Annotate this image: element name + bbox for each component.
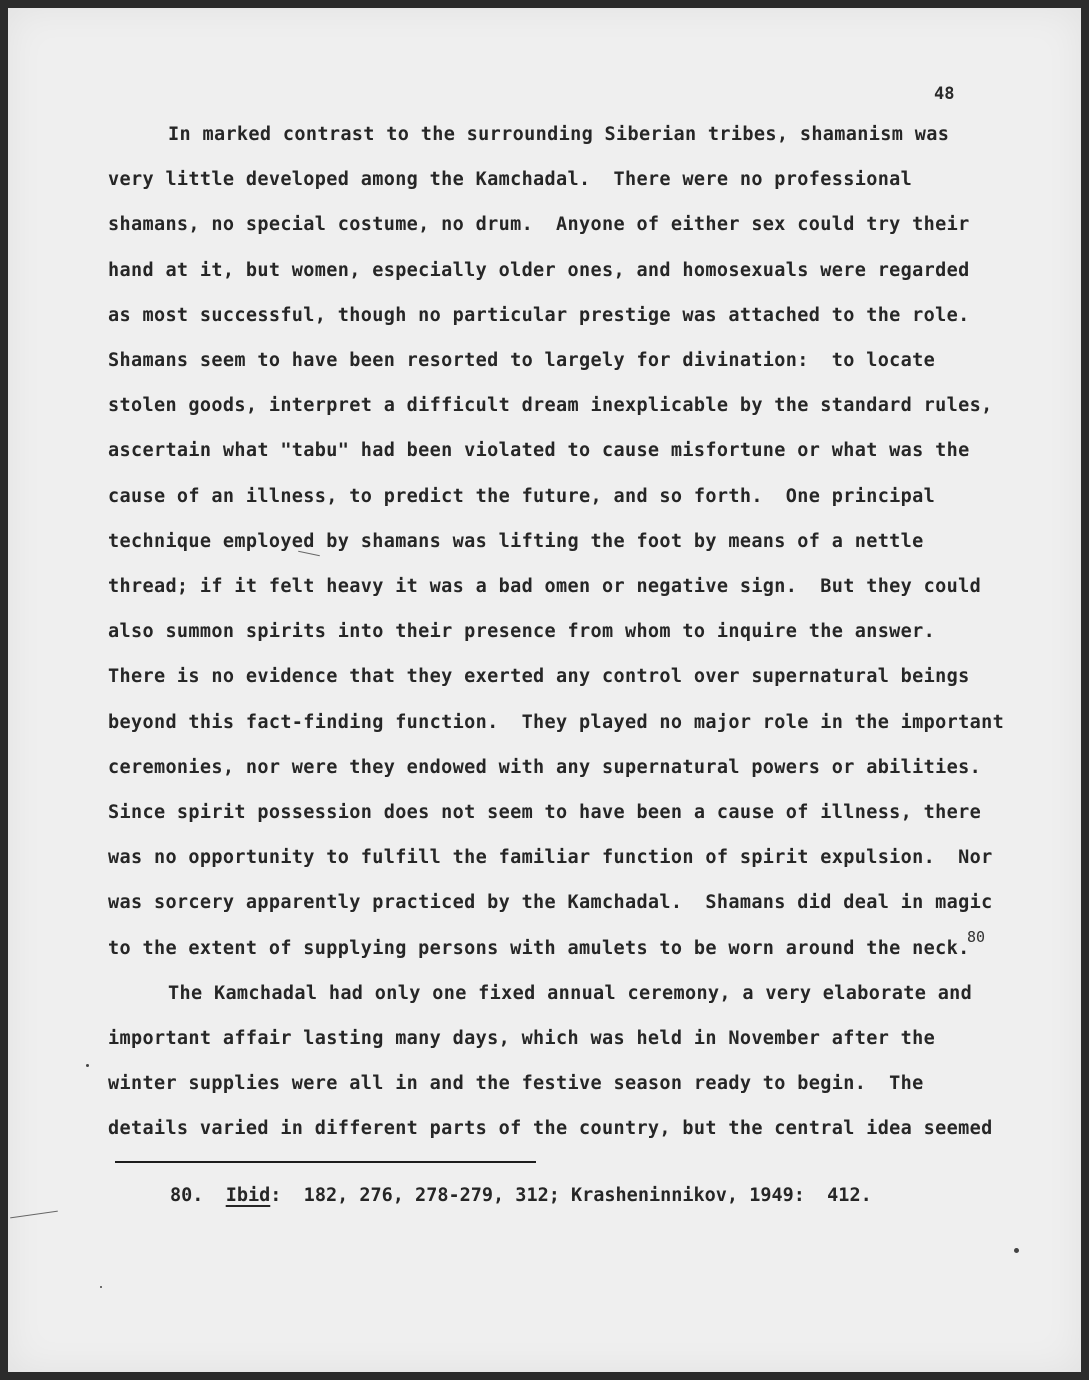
document-page xyxy=(8,8,1081,1372)
footnote xyxy=(170,1185,872,1206)
footnote-ibid: Ibid xyxy=(225,1185,271,1206)
text-line: hand at it, but women, especially older ones, and homosexuals were regarded xyxy=(108,259,970,281)
text-line: ceremonies, nor were they endowed with any supernatural powers or abilities. xyxy=(108,756,982,778)
text-line: There is no evidence that they exerted any control over supernatural beings xyxy=(108,666,970,688)
text-line: The Kamchadal had only one fixed annual ceremony, a very elaborate and xyxy=(168,982,973,1004)
text-line: as most successful, though no particular prestige was attached to the role. xyxy=(108,304,970,326)
scan-speck xyxy=(86,1064,89,1067)
text-line: was sorcery apparently practiced by the Kamchadal. Shamans did deal in magic xyxy=(108,892,993,914)
text-line: Since spirit possession does not seem to have been a cause of illness, there xyxy=(108,802,982,823)
text-line: was no opportunity to fulfill the familiar function of spirit expulsion. Nor xyxy=(108,847,993,869)
text-line: ascertain what "tabu" had been violated to cause misfortune or what was the xyxy=(108,440,970,462)
text-line: In marked contrast to the surrounding Siberian tribes, shamanism was xyxy=(168,124,950,145)
scan-speck xyxy=(100,1286,102,1288)
text-line: also summon spirits into their presence from whom to inquire the answer. xyxy=(108,621,936,643)
scan-mark xyxy=(10,1211,58,1219)
text-line: thread; if it felt heavy it was a bad omen or negative sign. But they could xyxy=(108,576,982,597)
page-number: 48 xyxy=(934,84,955,104)
footnote-citation: : 182, 276, 278-279, 312; Krasheninnikov, 1949: 412. xyxy=(270,1185,872,1206)
text-line: details varied in different parts of the country, but the central idea seemed xyxy=(108,1118,993,1140)
text-line: beyond this fact-finding function. They played no major role in the important xyxy=(108,711,1005,733)
text-line: winter supplies were all in and the festive season ready to begin. The xyxy=(108,1073,924,1095)
text-line: cause of an illness, to predict the future, and so forth. One principal xyxy=(108,485,936,507)
scan-speck xyxy=(1014,1248,1019,1253)
footnote-reference: 80 xyxy=(967,928,986,946)
footnote-separator xyxy=(115,1161,536,1163)
text-line: stolen goods, interpret a difficult dream inexplicable by the standard rules, xyxy=(108,395,993,417)
text-line: to the extent of supplying persons with amulets to be worn around the neck. xyxy=(108,937,970,959)
text-line: Shamans seem to have been resorted to largely for divination: to locate xyxy=(108,350,936,371)
text-line: important affair lasting many days, which was held in November after the xyxy=(108,1028,936,1049)
text-line: shamans, no special costume, no drum. Anyone of either sex could try their xyxy=(108,214,970,236)
text-line: technique employed by shamans was lifting the foot by means of a nettle xyxy=(108,530,924,552)
footnote-number: 80. xyxy=(170,1185,204,1206)
text-line: very little developed among the Kamchadal. There were no professional xyxy=(108,169,913,191)
